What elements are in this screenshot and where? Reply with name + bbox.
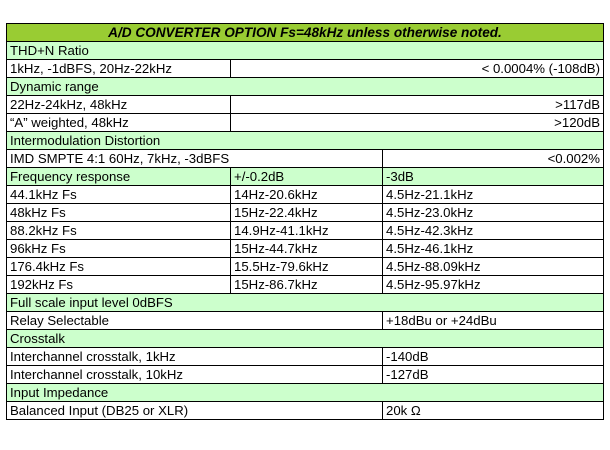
- table-row: [7, 402, 604, 420]
- freq-3db: 4.5Hz-21.1kHz: [383, 186, 604, 204]
- row-value: -140dB: [383, 348, 604, 366]
- section-heading-full-scale: Full scale input level 0dBFS: [7, 294, 604, 312]
- section-dynamic-range: [7, 78, 604, 96]
- freq-rate: 176.4kHz Fs: [7, 258, 231, 276]
- table-row: [7, 312, 604, 330]
- freq-header-label: Frequency response: [7, 168, 231, 186]
- freq-header-tolerance: +/-0.2dB: [231, 168, 383, 186]
- row-value: < 0.0004% (-108dB): [231, 60, 604, 78]
- freq-rate: 88.2kHz Fs: [7, 222, 231, 240]
- freq-tolerance: 14Hz-20.6kHz: [231, 186, 383, 204]
- row-value: >120dB: [231, 114, 604, 132]
- section-heading-imd: Intermodulation Distortion: [7, 132, 604, 150]
- section-heading-dynamic-range: Dynamic range: [7, 78, 604, 96]
- section-input-impedance: [7, 384, 604, 402]
- freq-3db: 4.5Hz-23.0kHz: [383, 204, 604, 222]
- row-label: Interchannel crosstalk, 1kHz: [7, 348, 383, 366]
- freq-3db: 4.5Hz-95.97kHz: [383, 276, 604, 294]
- section-heading-thd: THD+N Ratio: [7, 42, 604, 60]
- row-label: “A” weighted, 48kHz: [7, 114, 231, 132]
- row-value: 20k Ω: [383, 402, 604, 420]
- freq-header-3db: -3dB: [383, 168, 604, 186]
- freq-tolerance: 15Hz-86.7kHz: [231, 276, 383, 294]
- section-crosstalk: [7, 330, 604, 348]
- section-full-scale: [7, 294, 604, 312]
- table-row: [7, 276, 604, 294]
- row-label: IMD SMPTE 4:1 60Hz, 7kHz, -3dBFS: [7, 150, 383, 168]
- freq-tolerance: 15Hz-22.4kHz: [231, 204, 383, 222]
- table-row: [7, 60, 604, 78]
- row-label: 1kHz, -1dBFS, 20Hz-22kHz: [7, 60, 231, 78]
- table-row: [7, 240, 604, 258]
- row-label: Relay Selectable: [7, 312, 383, 330]
- table-row: [7, 348, 604, 366]
- section-frequency-response: [7, 168, 604, 186]
- freq-rate: 96kHz Fs: [7, 240, 231, 258]
- table-row: [7, 150, 604, 168]
- section-heading-input-impedance: Input Impedance: [7, 384, 604, 402]
- spec-table: [6, 23, 604, 420]
- table-row: [7, 258, 604, 276]
- title-row: [7, 24, 604, 42]
- table-row: [7, 186, 604, 204]
- table-row: [7, 204, 604, 222]
- row-label: Balanced Input (DB25 or XLR): [7, 402, 383, 420]
- row-value: +18dBu or +24dBu: [383, 312, 604, 330]
- table-title: A/D CONVERTER OPTION Fs=48kHz unless otherwise noted.: [7, 24, 604, 42]
- table-row: [7, 96, 604, 114]
- freq-rate: 44.1kHz Fs: [7, 186, 231, 204]
- row-label: 22Hz-24kHz, 48kHz: [7, 96, 231, 114]
- freq-3db: 4.5Hz-42.3kHz: [383, 222, 604, 240]
- freq-tolerance: 15Hz-44.7kHz: [231, 240, 383, 258]
- freq-3db: 4.5Hz-88.09kHz: [383, 258, 604, 276]
- freq-rate: 48kHz Fs: [7, 204, 231, 222]
- section-imd: [7, 132, 604, 150]
- section-heading-crosstalk: Crosstalk: [7, 330, 604, 348]
- table-row: [7, 222, 604, 240]
- row-label: Interchannel crosstalk, 10kHz: [7, 366, 383, 384]
- row-value: -127dB: [383, 366, 604, 384]
- table-row: [7, 114, 604, 132]
- freq-tolerance: 15.5Hz-79.6kHz: [231, 258, 383, 276]
- freq-tolerance: 14.9Hz-41.1kHz: [231, 222, 383, 240]
- section-thd: [7, 42, 604, 60]
- row-value: <0.002%: [383, 150, 604, 168]
- row-value: >117dB: [231, 96, 604, 114]
- freq-3db: 4.5Hz-46.1kHz: [383, 240, 604, 258]
- freq-rate: 192kHz Fs: [7, 276, 231, 294]
- table-row: [7, 366, 604, 384]
